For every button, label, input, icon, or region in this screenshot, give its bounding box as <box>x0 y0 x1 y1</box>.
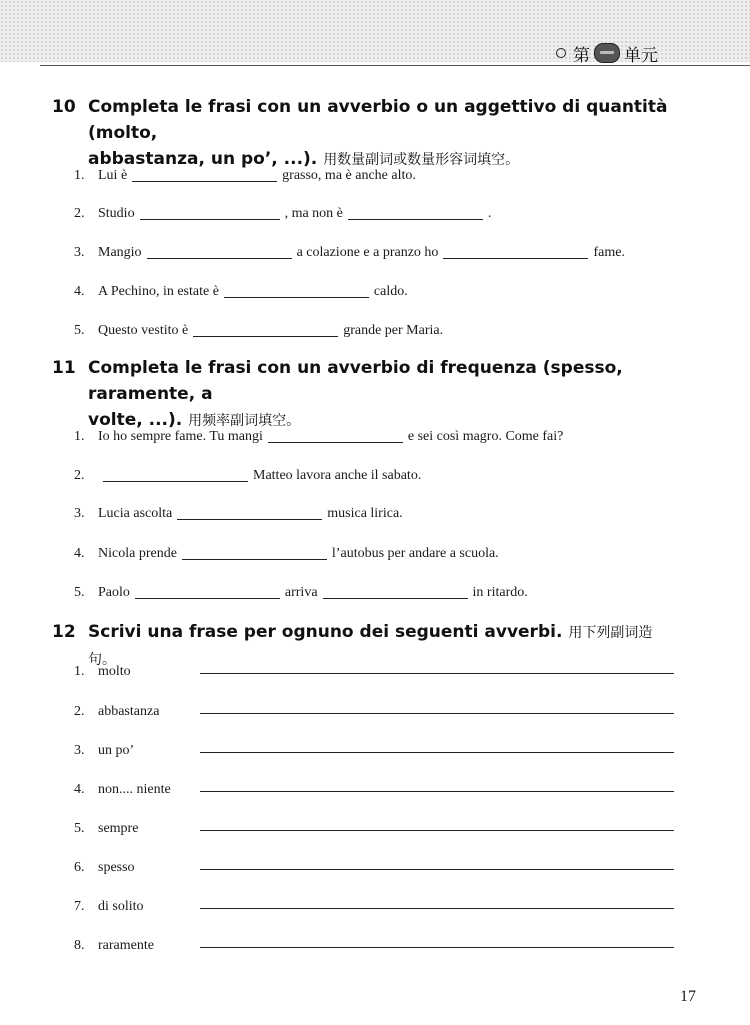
answer-blank[interactable] <box>193 322 338 337</box>
page-number: 17 <box>680 988 696 1005</box>
exercise-number: 10 <box>52 97 76 117</box>
answer-line[interactable] <box>200 946 674 948</box>
answer-line[interactable] <box>200 829 674 831</box>
exercise-12-item: 7. di solito <box>74 891 680 915</box>
exercise-12-item: 3. un po’ <box>74 735 680 759</box>
answer-blank[interactable] <box>135 584 280 599</box>
instruction-zh: 用频率副词填空。 <box>188 413 301 429</box>
instruction: Scrivi una frase per ognuno dei seguenti avverbi. <box>88 622 563 642</box>
answer-blank[interactable] <box>177 505 322 520</box>
exercise-number: 11 <box>52 358 76 378</box>
answer-line[interactable] <box>200 672 674 674</box>
instruction-line2: abbastanza, un po’, ...). <box>88 149 318 169</box>
answer-blank[interactable] <box>348 205 483 220</box>
answer-blank[interactable] <box>140 205 280 220</box>
exercise-12-item: 1. molto <box>74 656 680 680</box>
exercise-12-item: 8. raramente <box>74 930 680 954</box>
answer-line[interactable] <box>200 868 674 870</box>
exercise-12-item: 5. sempre <box>74 813 680 837</box>
unit-number-badge-icon <box>594 43 620 63</box>
unit-label <box>556 42 658 64</box>
answer-blank[interactable] <box>103 467 248 482</box>
instruction-line1: Completa le frasi con un avverbio o un aggettivo di quantità (molto, <box>88 97 668 143</box>
exercise-11-item: 2. Matteo lavora anche il sabato. <box>74 468 422 483</box>
answer-blank[interactable] <box>268 428 403 443</box>
exercise-10-item: 1. Lui è grasso, ma è anche alto. <box>74 168 416 183</box>
unit-prefix: 第 <box>573 45 590 66</box>
exercise-number: 12 <box>52 622 76 642</box>
exercise-11-item: 3. Lucia ascolta musica lirica. <box>74 506 403 521</box>
exercise-10-item: 4. A Pechino, in estate è caldo. <box>74 284 408 299</box>
answer-blank[interactable] <box>443 244 588 259</box>
answer-line[interactable] <box>200 907 674 909</box>
exercise-10-item: 2. Studio , ma non è . <box>74 206 492 221</box>
instruction-zh: 用下列副词造句。 <box>88 625 653 668</box>
exercise-12-item: 6. spesso <box>74 852 680 876</box>
answer-line[interactable] <box>200 712 674 714</box>
instruction-line2: volte, ...). <box>88 410 183 430</box>
answer-blank[interactable] <box>147 244 292 259</box>
exercise-10-item: 3. Mangio a colazione e a pranzo ho fame. <box>74 245 625 260</box>
instruction-zh: 用数量副词或数量形容词填空。 <box>323 152 520 168</box>
answer-blank[interactable] <box>132 167 277 182</box>
exercise-12-item: 4. non.... niente <box>74 774 680 798</box>
answer-blank[interactable] <box>182 545 327 560</box>
exercise-11-item: 5. Paolo arriva in ritardo. <box>74 585 528 600</box>
exercise-11-item: 4. Nicola prende l’autobus per andare a scuola. <box>74 546 499 561</box>
exercise-12-item: 2. abbastanza <box>74 696 680 720</box>
exercise-10-item: 5. Questo vestito è grande per Maria. <box>74 323 444 338</box>
exercise-11-item: 1. Io ho sempre fame. Tu mangi e sei così magro. Come fai? <box>74 429 564 444</box>
unit-suffix: 单元 <box>624 45 658 66</box>
instruction-line1: Completa le frasi con un avverbio di frequenza (spesso, raramente, a <box>88 358 623 404</box>
answer-line[interactable] <box>200 751 674 753</box>
circle-bullet-icon <box>556 48 566 58</box>
answer-line[interactable] <box>200 790 674 792</box>
answer-blank[interactable] <box>224 283 369 298</box>
answer-blank[interactable] <box>323 584 468 599</box>
